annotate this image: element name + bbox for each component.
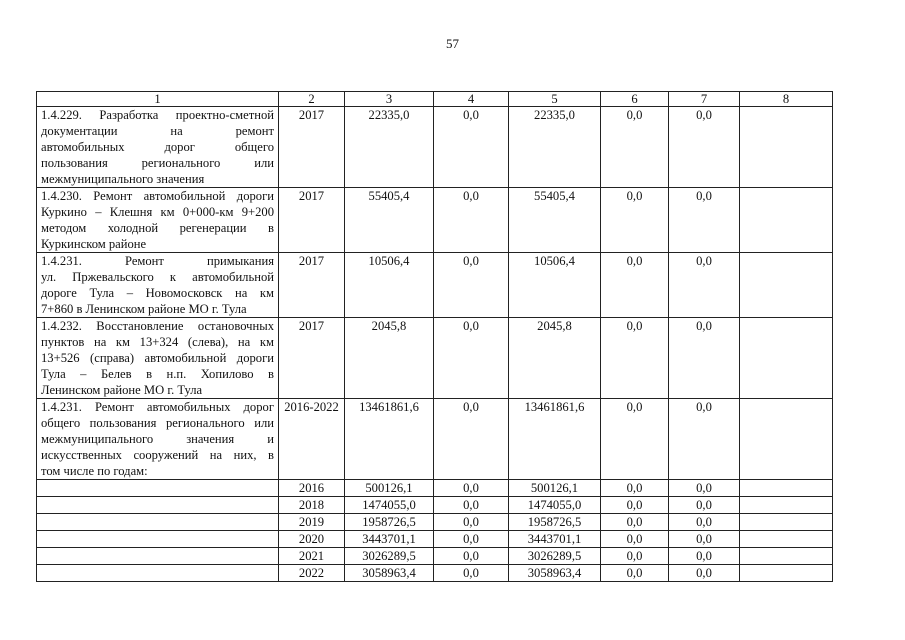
value-cell: 0,0 [669, 548, 740, 565]
column-header: 4 [434, 92, 509, 107]
year-cell: 2022 [279, 565, 345, 582]
value-cell: 0,0 [669, 318, 740, 399]
table-row [37, 399, 833, 480]
value-cell: 0,0 [601, 514, 669, 531]
value-cell: 22335,0 [509, 107, 601, 188]
value-cell: 2045,8 [509, 318, 601, 399]
empty-cell [37, 480, 279, 497]
year-row [37, 514, 833, 531]
value-cell: 0,0 [669, 480, 740, 497]
year-cell: 2016-2022 [279, 399, 345, 480]
value-cell: 0,0 [601, 531, 669, 548]
year-row [37, 531, 833, 548]
empty-cell [37, 531, 279, 548]
description-line: том числе по годам: [41, 464, 148, 478]
value-cell: 0,0 [434, 497, 509, 514]
table-row [37, 107, 833, 188]
year-cell: 2017 [279, 107, 345, 188]
column-header: 2 [279, 92, 345, 107]
year-cell: 2020 [279, 531, 345, 548]
value-cell: 0,0 [434, 399, 509, 480]
value-cell: 0,0 [601, 548, 669, 565]
column-header: 7 [669, 92, 740, 107]
value-cell: 3026289,5 [345, 548, 434, 565]
value-cell: 22335,0 [345, 107, 434, 188]
value-cell: 0,0 [601, 399, 669, 480]
description-line: межмуниципального значения [41, 172, 205, 186]
value-cell: 0,0 [601, 188, 669, 253]
year-row [37, 480, 833, 497]
page-number: 57 [446, 36, 459, 51]
description-line: документации на ремонт [41, 124, 274, 138]
description-line: методом холодной регенерации в [41, 221, 274, 235]
value-cell: 0,0 [669, 399, 740, 480]
value-cell: 0,0 [669, 497, 740, 514]
year-cell: 2016 [279, 480, 345, 497]
value-cell: 1474055,0 [345, 497, 434, 514]
value-cell: 0,0 [669, 253, 740, 318]
description-line: 1.4.229. Разработка проектно-сметной [41, 108, 274, 122]
empty-cell [37, 548, 279, 565]
description-line: Куркино – Клешня км 0+000-км 9+200 [41, 205, 274, 219]
value-cell [740, 399, 833, 480]
description-line: 7+860 в Ленинском районе МО г. Тула [41, 302, 247, 316]
item-description [37, 107, 279, 188]
empty-cell [740, 565, 833, 582]
description-line: дороге Тула – Новомосковск на км [41, 286, 274, 300]
value-cell: 3443701,1 [345, 531, 434, 548]
description-line: автомобильных дорог общего [41, 140, 274, 154]
value-cell: 1958726,5 [509, 514, 601, 531]
value-cell: 500126,1 [509, 480, 601, 497]
item-description [37, 318, 279, 399]
description-line: пунктов на км 13+324 (слева), на км [41, 335, 274, 349]
empty-cell [37, 514, 279, 531]
value-cell: 13461861,6 [509, 399, 601, 480]
year-cell: 2021 [279, 548, 345, 565]
column-header: 5 [509, 92, 601, 107]
value-cell: 0,0 [601, 253, 669, 318]
value-cell: 0,0 [669, 565, 740, 582]
empty-cell [740, 480, 833, 497]
description-line: пользования регионального или [41, 156, 274, 170]
value-cell: 55405,4 [509, 188, 601, 253]
description-line: Тула – Белев в н.п. Хопилово в [41, 367, 274, 381]
value-cell [740, 188, 833, 253]
value-cell: 3026289,5 [509, 548, 601, 565]
value-cell: 13461861,6 [345, 399, 434, 480]
description-line: 1.4.231. Ремонт автомобильных дорог [41, 400, 274, 414]
value-cell: 0,0 [669, 107, 740, 188]
value-cell [740, 253, 833, 318]
value-cell: 0,0 [601, 497, 669, 514]
empty-cell [740, 514, 833, 531]
value-cell: 0,0 [434, 531, 509, 548]
value-cell: 0,0 [434, 480, 509, 497]
budget-table [36, 91, 833, 582]
column-header: 3 [345, 92, 434, 107]
year-cell: 2017 [279, 188, 345, 253]
value-cell: 0,0 [669, 514, 740, 531]
description-line: 1.4.231. Ремонт примыкания [41, 254, 274, 268]
year-row [37, 565, 833, 582]
value-cell: 0,0 [434, 565, 509, 582]
value-cell [740, 107, 833, 188]
value-cell: 3058963,4 [509, 565, 601, 582]
value-cell: 0,0 [601, 318, 669, 399]
table-row [37, 253, 833, 318]
value-cell: 0,0 [669, 188, 740, 253]
year-cell: 2018 [279, 497, 345, 514]
value-cell: 10506,4 [345, 253, 434, 318]
value-cell: 0,0 [434, 318, 509, 399]
empty-cell [37, 565, 279, 582]
year-cell: 2019 [279, 514, 345, 531]
value-cell: 500126,1 [345, 480, 434, 497]
description-line: искусственных сооружений на них, в [41, 448, 274, 462]
value-cell: 0,0 [601, 480, 669, 497]
value-cell: 0,0 [434, 514, 509, 531]
value-cell [740, 318, 833, 399]
description-line: ул. Пржевальского к автомобильной [41, 270, 274, 284]
value-cell: 0,0 [434, 253, 509, 318]
item-description [37, 253, 279, 318]
description-line: 1.4.232. Восстановление остановочных [41, 319, 274, 333]
value-cell: 0,0 [669, 531, 740, 548]
description-line: 13+526 (справа) автомобильной дороги [41, 351, 274, 365]
empty-cell [740, 548, 833, 565]
description-line: межмуниципального значения и [41, 432, 274, 446]
item-description [37, 188, 279, 253]
value-cell: 55405,4 [345, 188, 434, 253]
year-row [37, 497, 833, 514]
column-header: 1 [37, 92, 279, 107]
value-cell: 0,0 [601, 107, 669, 188]
value-cell: 1474055,0 [509, 497, 601, 514]
value-cell: 0,0 [434, 548, 509, 565]
empty-cell [37, 497, 279, 514]
item-description [37, 399, 279, 480]
value-cell: 3058963,4 [345, 565, 434, 582]
description-line: Ленинском районе МО г. Тула [41, 383, 203, 397]
column-header: 8 [740, 92, 833, 107]
column-header: 6 [601, 92, 669, 107]
header-row [37, 92, 833, 107]
value-cell: 0,0 [601, 565, 669, 582]
value-cell: 10506,4 [509, 253, 601, 318]
value-cell: 2045,8 [345, 318, 434, 399]
value-cell: 0,0 [434, 188, 509, 253]
empty-cell [740, 531, 833, 548]
description-line: Куркинском районе [41, 237, 147, 251]
table-row [37, 188, 833, 253]
year-cell: 2017 [279, 253, 345, 318]
value-cell: 1958726,5 [345, 514, 434, 531]
table-row [37, 318, 833, 399]
value-cell: 0,0 [434, 107, 509, 188]
value-cell: 3443701,1 [509, 531, 601, 548]
empty-cell [740, 497, 833, 514]
description-line: 1.4.230. Ремонт автомобильной дороги [41, 189, 274, 203]
year-cell: 2017 [279, 318, 345, 399]
year-row [37, 548, 833, 565]
description-line: общего пользования регионального или [41, 416, 274, 430]
